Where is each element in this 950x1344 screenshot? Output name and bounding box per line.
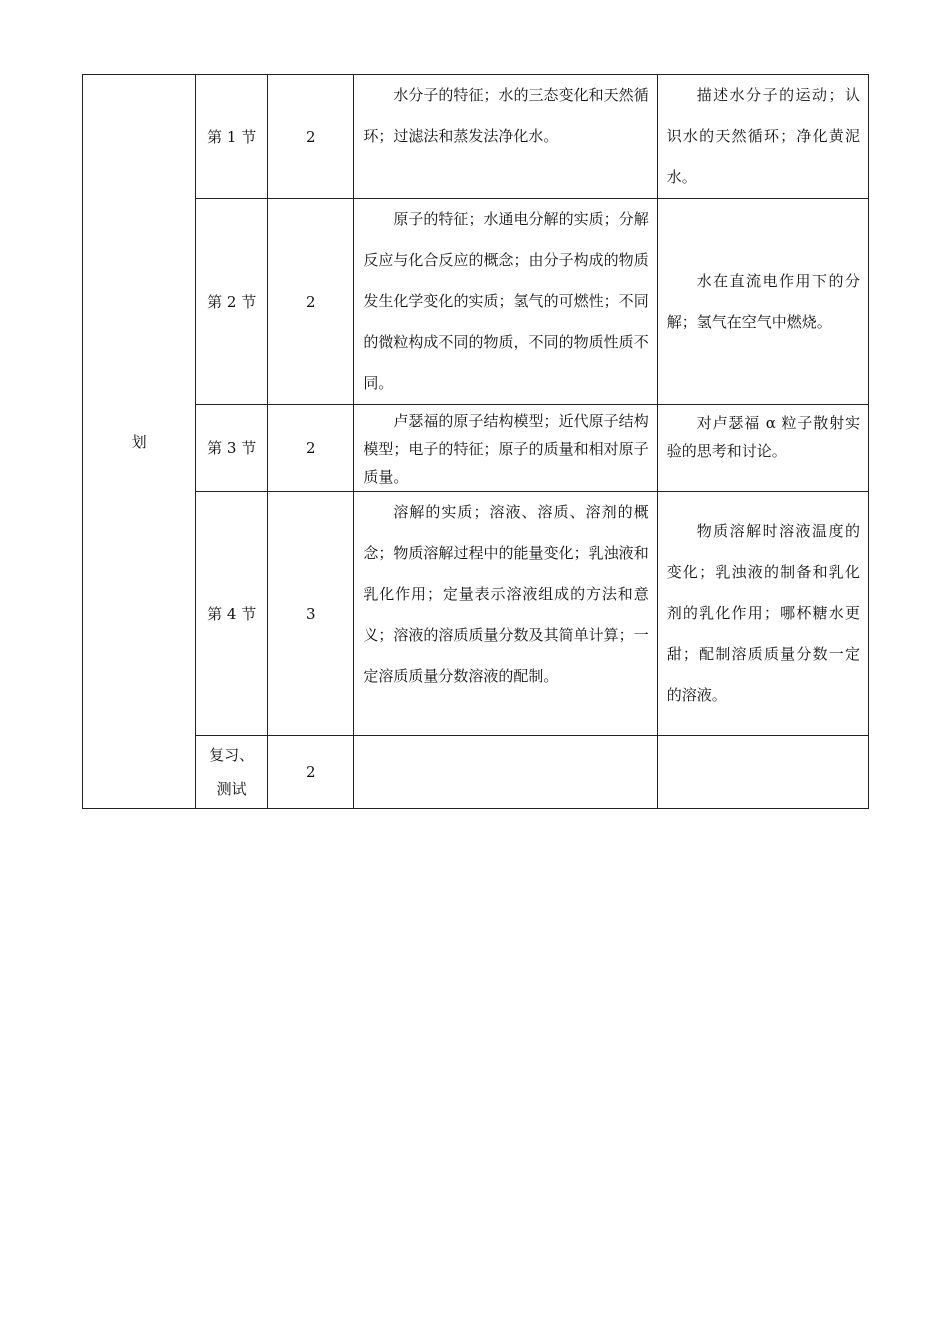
stage-cell: [83, 75, 196, 809]
hours-value: 2: [306, 763, 316, 781]
activity-cell: [657, 492, 868, 736]
content-cell: [354, 492, 657, 736]
section-label: 复习、测试: [209, 746, 255, 798]
table-row: [83, 75, 869, 199]
table-row: [83, 492, 869, 736]
section-cell: [196, 736, 268, 809]
hours-cell: [268, 492, 354, 736]
hours-cell: [268, 405, 354, 492]
teaching-plan-table: [82, 74, 869, 809]
hours-value: 3: [306, 604, 316, 623]
hours-cell: [268, 736, 354, 809]
activity-text: 物质溶解时溶液温度的变化；乳浊液的制备和乳化剂的乳化作用；哪杯糖水更甜；配制溶质质量分数一定的溶液。: [666, 522, 860, 704]
section-cell: [196, 492, 268, 736]
activity-cell: [657, 736, 868, 809]
content-cell: [354, 75, 657, 199]
table-row: [83, 405, 869, 492]
hours-value: 2: [306, 127, 316, 146]
content-cell: [354, 736, 657, 809]
content-text: 水分子的特征；水的三态变化和天然循环；过滤法和蒸发法净化水。: [363, 86, 649, 145]
hours-value: 2: [306, 292, 316, 311]
section-cell: [196, 199, 268, 405]
content-text: 卢瑟福的原子结构模型；近代原子结构模型；电子的特征；原子的质量和相对原子质量。: [363, 412, 649, 486]
content-text: 溶解的实质；溶液、溶质、溶剂的概念；物质溶解过程中的能量变化；乳浊液和乳化作用；定量表示溶液组成的方法和意义；溶液的溶质质量分数及其简单计算；一定溶质质量分数溶液的配制。: [363, 503, 649, 685]
section-label: 第 1 节: [207, 127, 257, 146]
activity-text: 描述水分子的运动；认识水的天然循环；净化黄泥水。: [666, 86, 860, 186]
hours-value: 2: [306, 439, 316, 457]
section-label: 第 3 节: [207, 439, 257, 457]
table-row: [83, 199, 869, 405]
section-cell: [196, 75, 268, 199]
activity-text: 水在直流电作用下的分解；氢气在空气中燃烧。: [666, 271, 860, 331]
hours-cell: [268, 75, 354, 199]
content-cell: [354, 199, 657, 405]
activity-text: 对卢瑟福 α 粒子散射实验的思考和讨论。: [666, 414, 860, 460]
activity-cell: [657, 199, 868, 405]
hours-cell: [268, 199, 354, 405]
section-label: 第 4 节: [207, 604, 257, 623]
content-text: 原子的特征；水通电分解的实质；分解反应与化合反应的概念；由分子构成的物质发生化学变化的实质；氢气的可燃性；不同的微粒构成不同的物质，不同的物质性质不同。: [363, 210, 649, 392]
table-row: [83, 736, 869, 809]
stage-label: 划: [131, 433, 147, 451]
section-cell: [196, 405, 268, 492]
activity-cell: [657, 75, 868, 199]
section-label: 第 2 节: [207, 292, 257, 311]
activity-cell: [657, 405, 868, 492]
content-cell: [354, 405, 657, 492]
